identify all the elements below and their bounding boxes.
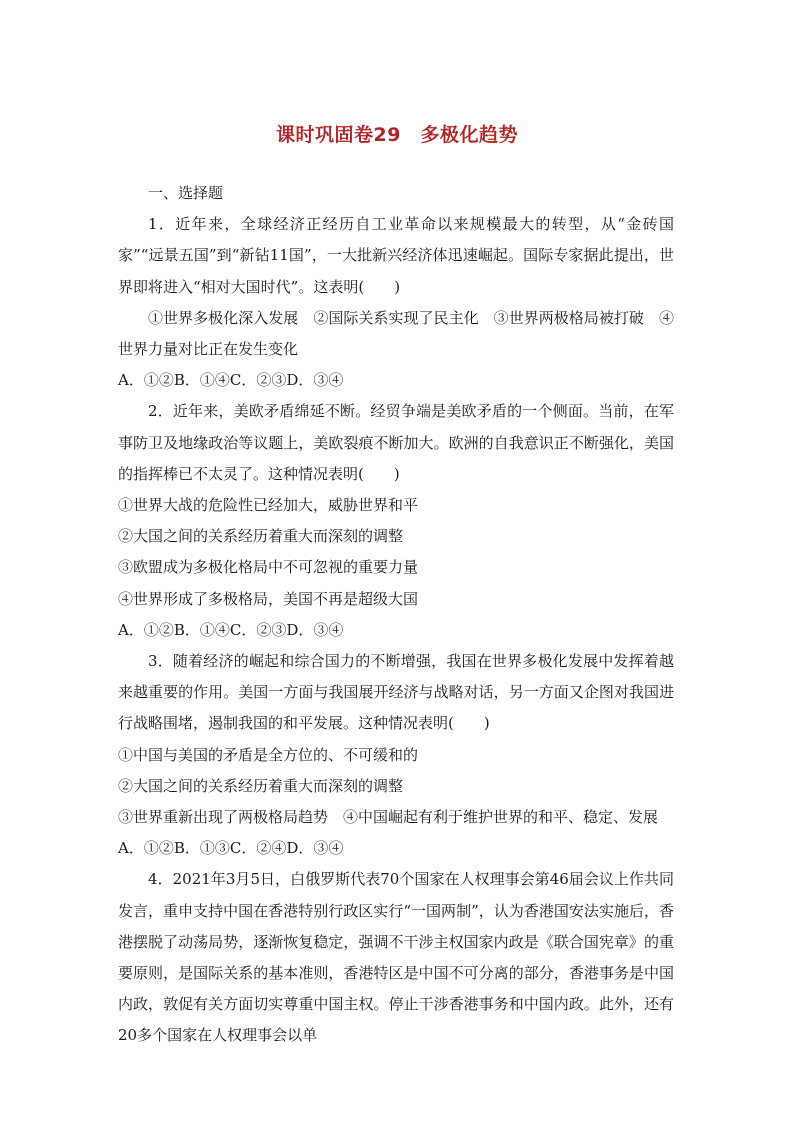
page-title: 课时巩固卷29 多极化趋势 — [276, 124, 518, 146]
question-3-stem: 3．随着经济的崛起和综合国力的不断增强，我国在世界多极化发展中发挥着越来越重要的作用。美国一方面与我国展开经济与战略对话，另一方面又企图对我国进行战略围堵，遏制我国的和平发展。这种情况表明( ) — [118, 652, 674, 733]
question-1-items: ①世界多极化深入发展 ②国际关系实现了民主化 ③世界两极格局被打破 ④世界力量对比正在发生变化 — [118, 308, 674, 359]
question-2-stem: 2．近年来，美欧矛盾绵延不断。经贸争端是美欧矛盾的一个侧面。当前，在军事防卫及地缘政治等议题上，美欧裂痕不断加大。欧洲的自我意识正不断强化，美国的指挥棒已不太灵了。这种情况表明( ) — [118, 402, 674, 483]
document-body — [118, 178, 674, 1052]
question-3-item-2: ②大国之间的关系经历着重大而深刻的调整 — [118, 776, 404, 795]
question-2-item-2: ②大国之间的关系经历着重大而深刻的调整 — [118, 527, 404, 546]
question-2-item-4: ④世界形成了多极格局，美国不再是超级大国 — [118, 589, 419, 608]
question-3-answers: A．①②B．①③C．②④D．③④ — [118, 839, 344, 858]
question-1-stem: 1．近年来，全球经济正经历自工业革命以来规模最大的转型，从“金砖国家”“远景五国”到“新钻11国”，一大批新兴经济体迅速崛起。国际专家据此提出，世界即将进入“相对大国时代”。这表明( ) — [118, 215, 674, 296]
question-2-item-1: ①世界大战的危险性已经加大，威胁世界和平 — [118, 496, 419, 515]
question-2-answers: A．①②B．①④C．②③D．③④ — [118, 620, 344, 639]
question-3-item-1: ①中国与美国的矛盾是全方位的、不可缓和的 — [118, 745, 419, 764]
question-1-answers: A．①②B．①④C．②③D．③④ — [118, 371, 344, 390]
question-2-item-3: ③欧盟成为多极化格局中不可忽视的重要力量 — [118, 558, 419, 577]
question-4-stem: 4．2021年3月5日，白俄罗斯代表70个国家在人权理事会第46届会议上作共同发言，重申支持中国在香港特别行政区实行“一国两制”，认为香港国安法实施后，香港摆脱了动荡局势，逐渐恢复稳定，强调不干涉主权国家内政是《联合国宪章》的重要原则，是国际关系的基本准则，香港特区是中国不可分离的部分，香港事务是中国内政，敦促有关方面切实尊重中国主权。停止干涉香港事务和中国内政。此外，还有20多个国家在人权理事会以单 — [118, 870, 674, 1045]
section-heading: 一、选择题 — [148, 184, 224, 202]
question-3-item-3: ③世界重新出现了两极格局趋势 ④中国崛起有利于维护世界的和平、稳定、发展 — [118, 808, 659, 827]
